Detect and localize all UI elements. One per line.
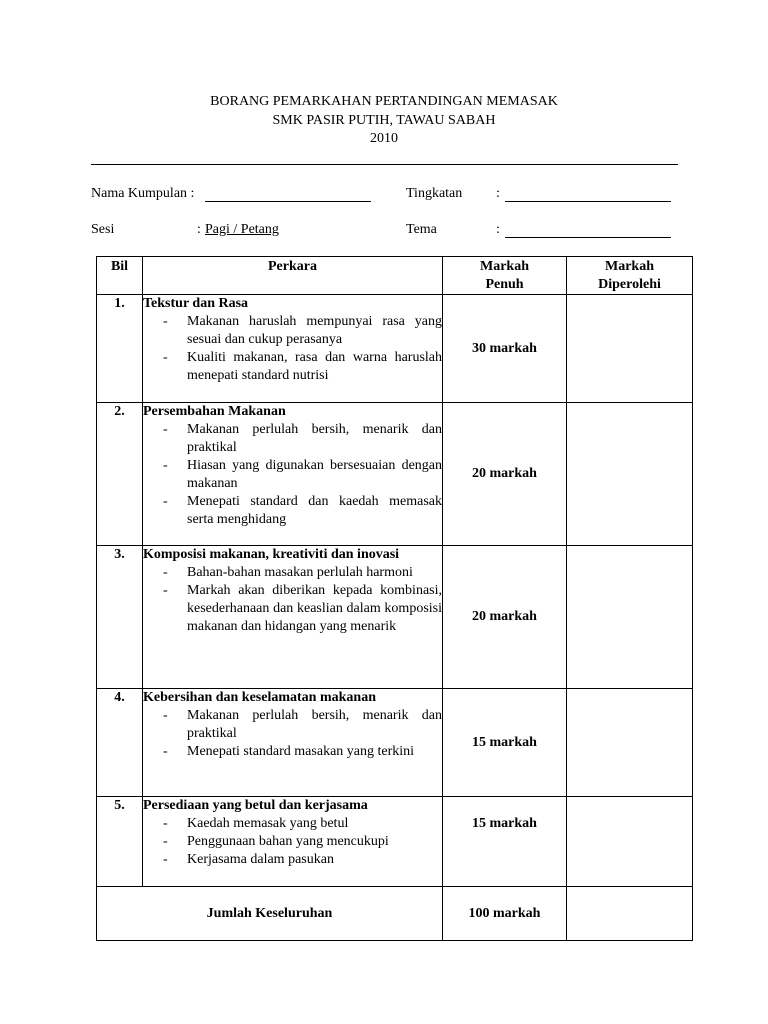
list-item: - Penggunaan bahan yang mencukupi xyxy=(163,834,389,849)
row-markah-diperolehi[interactable] xyxy=(567,403,693,546)
header-divider xyxy=(91,164,678,165)
list-item: - Kaedah memasak yang betul xyxy=(163,816,349,831)
row-markah-diperolehi[interactable] xyxy=(567,546,693,689)
tingkatan-colon: : xyxy=(496,186,500,201)
form-title: BORANG PEMARKAHAN PERTANDINGAN MEMASAK xyxy=(210,94,558,109)
total-markah-diperolehi[interactable] xyxy=(567,887,693,941)
row-bil: 3. xyxy=(97,546,143,689)
tema-label: Tema xyxy=(406,222,437,237)
list-item: - Kualiti makanan, rasa dan warna haruslah menepati standard nutrisi xyxy=(163,350,442,383)
table-header-row xyxy=(97,257,693,295)
row-markah-penuh: 15 markah xyxy=(443,797,567,887)
total-label: Jumlah Keseluruhan xyxy=(97,887,443,941)
header-perkara: Perkara xyxy=(143,257,443,295)
header-markah-penuh: Markah Penuh xyxy=(443,257,567,295)
list-item: - Hiasan yang digunakan bersesuaian dengan makanan xyxy=(163,458,442,491)
row-perkara xyxy=(143,797,443,887)
row-markah-penuh: 20 markah xyxy=(443,403,567,546)
table-row xyxy=(97,295,693,403)
form-year: 2010 xyxy=(370,131,398,146)
row-markah-diperolehi[interactable] xyxy=(567,797,693,887)
row-markah-penuh: 15 markah xyxy=(443,689,567,797)
list-item: - Kerjasama dalam pasukan xyxy=(163,852,334,867)
row-markah-penuh: 20 markah xyxy=(443,546,567,689)
table-row xyxy=(97,689,693,797)
row-markah-diperolehi[interactable] xyxy=(567,295,693,403)
table-row xyxy=(97,403,693,546)
header-markah-diperolehi: Markah Diperolehi xyxy=(567,257,693,295)
list-item: - Bahan-bahan masakan perlulah harmoni xyxy=(163,565,413,580)
school-name: SMK PASIR PUTIH, TAWAU SABAH xyxy=(272,113,496,128)
row-perkara xyxy=(143,295,443,403)
row-category: Komposisi makanan, kreativiti dan inovasi xyxy=(143,547,400,562)
row-category: Tekstur dan Rasa xyxy=(143,296,249,311)
list-item: - Markah akan diberikan kepada kombinasi, kesederhanaan dan keaslian dalam komposisi makanan dan hidangan yang menarik xyxy=(163,583,442,634)
row-markah-penuh: 30 markah xyxy=(443,295,567,403)
row-bil: 2. xyxy=(97,403,143,546)
row-category: Persembahan Makanan xyxy=(143,404,286,419)
row-markah-diperolehi[interactable] xyxy=(567,689,693,797)
tema-colon: : xyxy=(496,222,500,237)
row-category: Kebersihan dan keselamatan makanan xyxy=(143,690,376,705)
row-bil: 1. xyxy=(97,295,143,403)
row-bil: 5. xyxy=(97,797,143,887)
list-item: - Menepati standard dan kaedah memasak serta menghidang xyxy=(163,494,442,527)
tingkatan-label: Tingkatan xyxy=(406,186,463,201)
row-perkara xyxy=(143,546,443,689)
total-row xyxy=(97,887,693,941)
total-markah-penuh: 100 markah xyxy=(443,887,567,941)
row-bil: 4. xyxy=(97,689,143,797)
nama-kumpulan-label: Nama Kumpulan : xyxy=(91,186,195,201)
list-item: - Makanan perlulah bersih, menarik dan praktikal xyxy=(163,422,442,455)
row-perkara xyxy=(143,403,443,546)
list-item: - Makanan haruslah mempunyai rasa yang sesuai dan cukup perasanya xyxy=(163,314,442,347)
tingkatan-field[interactable] xyxy=(505,201,671,202)
tema-field[interactable] xyxy=(505,237,671,238)
table-row xyxy=(97,546,693,689)
list-item: - Menepati standard masakan yang terkini xyxy=(163,744,415,759)
nama-kumpulan-field[interactable] xyxy=(205,201,371,202)
sesi-label: Sesi xyxy=(91,222,115,237)
table-row xyxy=(97,797,693,887)
header-bil: Bil xyxy=(97,257,143,295)
row-perkara xyxy=(143,689,443,797)
list-item: - Makanan perlulah bersih, menarik dan praktikal xyxy=(163,708,442,741)
row-category: Persediaan yang betul dan kerjasama xyxy=(143,798,368,813)
scoring-table xyxy=(96,256,693,941)
sesi-colon: : xyxy=(197,222,201,237)
sesi-value[interactable]: Pagi / Petang xyxy=(205,222,279,237)
